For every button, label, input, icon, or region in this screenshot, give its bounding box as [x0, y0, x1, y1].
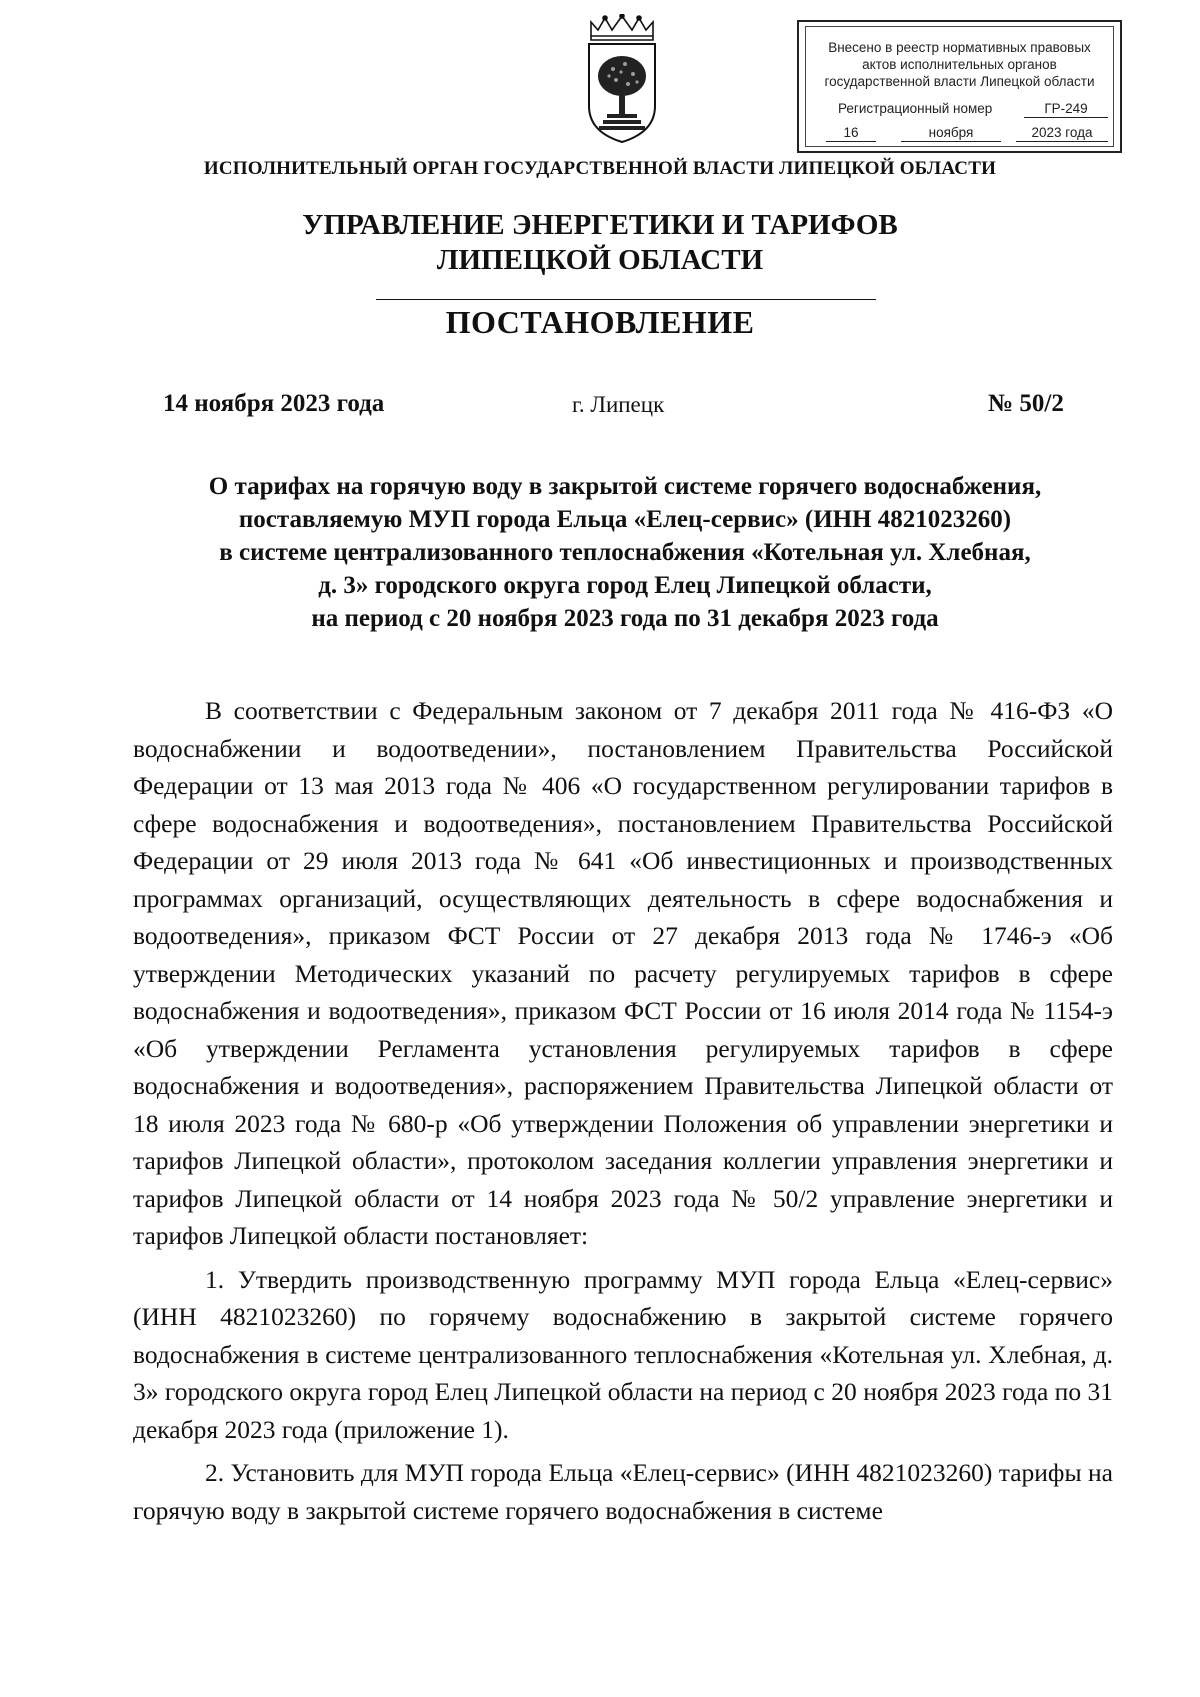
document-number: № 50/2 — [988, 390, 1064, 417]
document-city: г. Липецк — [572, 392, 665, 417]
issuing-authority: ИСПОЛНИТЕЛЬНЫЙ ОРГАН ГОСУДАРСТВЕННОЙ ВЛАСТИ ЛИПЕЦКОЙ ОБЛАСТИ — [203, 158, 997, 179]
stamp-reg-month: ноября — [901, 124, 1001, 142]
stamp-text-line: актов исполнительных органов — [862, 57, 1057, 72]
stamp-text-line: государственной власти Липецкой области — [824, 74, 1095, 89]
stamp-inner-frame — [805, 26, 1114, 147]
stamp-reg-day: 16 — [826, 124, 876, 142]
preamble-paragraph: В соответствии с Федеральным законом от 7 декабря 2011 года № 416-ФЗ «О водоснабжении и водоотведении», постановлением Правительства Российской Федерации от 13 мая 2013 года № 406 «О государственном регулировании тарифов в сфере водоснабжения и водоотведения», постановлением Правительства Российской Федерации от 29 июля 2013 года № 641 «Об инвестиционных и производственных программах организаций, осуществляющих деятельность в сфере водоснабжения и водоотведения», приказом ФСТ России от 27 декабря 2013 года № 1746-э «Об утверждении Методических указаний по расчету регулируемых тарифов в сфере водоснабжения и водоотведения», приказом ФСТ России от 16 июля 2014 года № 1154-э «Об утверждении Регламента установления регулируемых тарифов в сфере водоснабжения и водоотведения», распоряжением Правительства Липецкой области от 18 июля 2023 года № 680-р «Об утверждении Положения об управлении энергетики и тарифов Липецкой области», протоколом заседания коллегии управления энергетики и тарифов Липецкой области от 14 ноября 2023 года № 50/2 управление энергетики и тарифов Липецкой области постановляет: — [133, 696, 1113, 1250]
department-name-line: ЛИПЕЦКОЙ ОБЛАСТИ — [436, 244, 764, 276]
document-date: 14 ноября 2023 года — [163, 390, 385, 417]
department-name — [0, 208, 1200, 278]
title-line: поставляемую МУП города Ельца «Елец-сервис» (ИНН 4821023260) — [238, 506, 1012, 533]
document-type: ПОСТАНОВЛЕНИЕ — [445, 304, 755, 340]
title-line: в системе централизованного теплоснабжения «Котельная ул. Хлебная, — [219, 539, 1031, 566]
clause-1-paragraph: 1. Утвердить производственную программу МУП города Ельца «Елец-сервис» (ИНН 4821023260) по горячему водоснабжению в закрытой системе горячего водоснабжения в системе централизованного теплоснабжения «Котельная ул. Хлебная, д. 3» городского округа город Елец Липецкой области на период с 20 ноября 2023 года по 31 декабря 2023 года (приложение 1). — [133, 1264, 1113, 1444]
registry-stamp — [797, 20, 1122, 153]
lipetsk-coat-of-arms-icon — [585, 14, 659, 146]
document-body — [133, 692, 1113, 1529]
header-divider — [376, 299, 876, 300]
title-line: на период с 20 ноября 2023 года по 31 декабря 2023 года — [311, 605, 939, 632]
stamp-text-line: Внесено в реестр нормативных правовых — [828, 40, 1091, 55]
stamp-reg-year: 2023 года — [1016, 124, 1108, 142]
clause-2-paragraph: 2. Установить для МУП города Ельца «Елец-сервис» (ИНН 4821023260) тарифы на горячую воду в закрытой системе горячего водоснабжения в системе — [133, 1458, 1113, 1525]
document-title — [100, 470, 1150, 635]
stamp-reg-label: Регистрационный номер — [838, 101, 993, 116]
title-line: д. 3» городского округа город Елец Липецкой области, — [318, 572, 932, 599]
department-name-line: УПРАВЛЕНИЕ ЭНЕРГЕТИКИ И ТАРИФОВ — [302, 209, 898, 241]
stamp-reg-number: ГР-249 — [1024, 100, 1108, 118]
title-line: О тарифах на горячую воду в закрытой системе горячего водоснабжения, — [208, 473, 1042, 500]
